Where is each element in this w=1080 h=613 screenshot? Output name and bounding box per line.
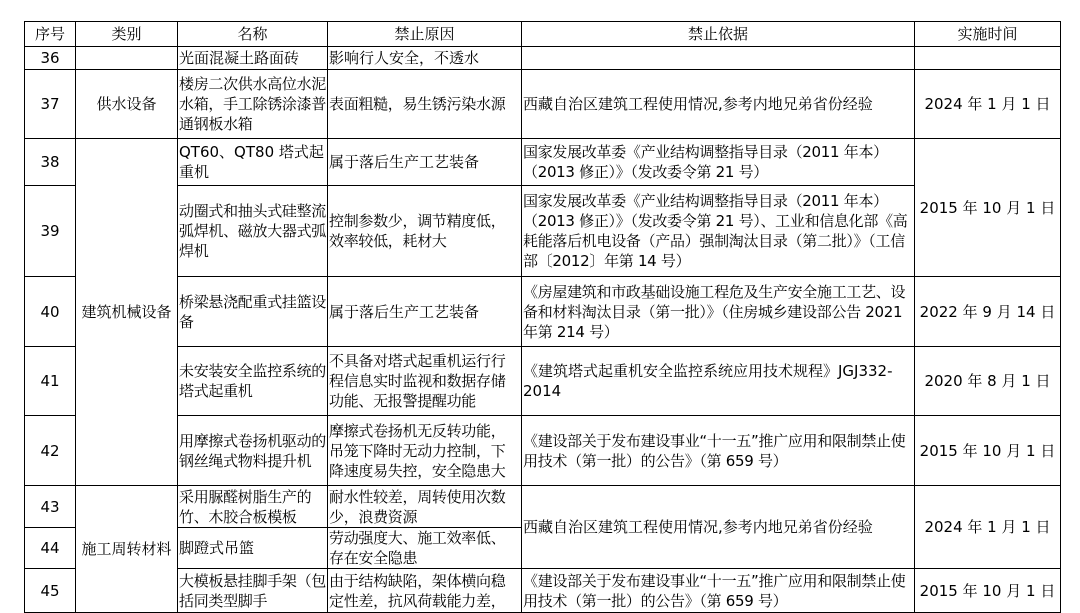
row-no: 40 <box>25 277 76 347</box>
row-no: 42 <box>25 416 76 486</box>
row-name: QT60、QT80 塔式起重机 <box>178 139 328 186</box>
row-no: 45 <box>25 569 76 613</box>
row-category-machinery: 建筑机械设备 <box>76 139 178 486</box>
row-no: 37 <box>25 70 76 139</box>
header-name: 名称 <box>178 22 328 47</box>
table-row <box>25 347 1061 416</box>
row-no: 36 <box>25 47 76 70</box>
row-no: 38 <box>25 139 76 186</box>
table-row <box>25 486 1061 528</box>
row-name: 楼房二次供水高位水泥水箱，手工除锈涂漆普通钢板水箱 <box>178 70 328 139</box>
row-date: 2022 年 9 月 14 日 <box>915 277 1061 347</box>
row-reason: 属于落后生产工艺装备 <box>328 277 522 347</box>
row-category <box>76 47 178 70</box>
row-no: 39 <box>25 186 76 277</box>
row-no: 43 <box>25 486 76 528</box>
row-name: 用摩擦式卷扬机驱动的钢丝绳式物料提升机 <box>178 416 328 486</box>
row-reason: 劳动强度大、施工效率低、存在安全隐患 <box>328 528 522 569</box>
row-reason: 不具备对塔式起重机运行行程信息实时监视和数据存储功能、无报警提醒功能 <box>328 347 522 416</box>
row-basis: 国家发展改革委《产业结构调整指导目录（2011 年本）（2013 修正）》（发改委令第 21 号）、工业和信息化部《高耗能落后机电设备（产品）强制淘汰目录（第二批）》（工信部〔2012〕年第 14 号） <box>522 186 915 277</box>
row-basis: 《建设部关于发布建设事业“十一五”推广应用和限制禁止使用技术（第一批）的公告》（第 659 号） <box>522 569 915 613</box>
row-category-formwork: 施工周转材料 <box>76 486 178 613</box>
row-basis: 《建设部关于发布建设事业“十一五”推广应用和限制禁止使用技术（第一批）的公告》（第 659 号） <box>522 416 915 486</box>
header-reason: 禁止原因 <box>328 22 522 47</box>
table-row <box>25 47 1061 70</box>
table-row <box>25 70 1061 139</box>
row-name: 桥梁悬浇配重式挂篮设备 <box>178 277 328 347</box>
row-reason: 由于结构缺陷，架体横向稳定性差，抗风荷载能力差， <box>328 569 522 613</box>
row-basis: 《房屋建筑和市政基础设施工程危及生产安全施工工艺、设备和材料淘汰目录（第一批）》（住房城乡建设部公告 2021 年第 214 号） <box>522 277 915 347</box>
row-date-machinery: 2015 年 10 月 1 日 <box>915 139 1061 277</box>
row-date: 2015 年 10 月 1 日 <box>915 569 1061 613</box>
table-header-row <box>25 22 1061 47</box>
table-row <box>25 416 1061 486</box>
row-date: 2024 年 1 月 1 日 <box>915 70 1061 139</box>
row-date <box>915 47 1061 70</box>
row-basis-formwork: 西藏自治区建筑工程使用情况,参考内地兄弟省份经验 <box>522 486 915 569</box>
header-date: 实施时间 <box>915 22 1061 47</box>
row-name: 光面混凝土路面砖 <box>178 47 328 70</box>
table-row <box>25 139 1061 186</box>
row-basis: 国家发展改革委《产业结构调整指导目录（2011 年本）（2013 修正）》（发改委令第 21 号） <box>522 139 915 186</box>
row-reason: 耐水性较差，周转使用次数少，浪费资源 <box>328 486 522 528</box>
row-date: 2020 年 8 月 1 日 <box>915 347 1061 416</box>
row-reason: 摩擦式卷扬机无反转功能，吊笼下降时无动力控制，下降速度易失控，安全隐患大 <box>328 416 522 486</box>
row-reason: 属于落后生产工艺装备 <box>328 139 522 186</box>
table-row <box>25 277 1061 347</box>
row-date: 2015 年 10 月 1 日 <box>915 416 1061 486</box>
row-name: 脚蹬式吊篮 <box>178 528 328 569</box>
row-basis <box>522 47 915 70</box>
prohibited-items-table <box>24 21 1061 613</box>
row-name: 动圈式和抽头式硅整流弧焊机、磁放大器式弧焊机 <box>178 186 328 277</box>
header-basis: 禁止依据 <box>522 22 915 47</box>
row-no: 44 <box>25 528 76 569</box>
row-no: 41 <box>25 347 76 416</box>
row-basis: 《建筑塔式起重机安全监控系统应用技术规程》JGJ332-2014 <box>522 347 915 416</box>
row-reason: 表面粗糙，易生锈污染水源 <box>328 70 522 139</box>
table-row <box>25 569 1061 613</box>
row-reason: 影响行人安全，不透水 <box>328 47 522 70</box>
header-category: 类别 <box>76 22 178 47</box>
row-name: 大模板悬挂脚手架（包括同类型脚手 <box>178 569 328 613</box>
row-reason: 控制参数少，调节精度低，效率较低，耗材大 <box>328 186 522 277</box>
row-date: 2024 年 1 月 1 日 <box>915 486 1061 569</box>
header-no: 序号 <box>25 22 76 47</box>
row-name: 未安装安全监控系统的塔式起重机 <box>178 347 328 416</box>
row-basis: 西藏自治区建筑工程使用情况,参考内地兄弟省份经验 <box>522 70 915 139</box>
row-category: 供水设备 <box>76 70 178 139</box>
row-name: 采用脲醛树脂生产的竹、木胶合板模板 <box>178 486 328 528</box>
table-row <box>25 186 1061 277</box>
